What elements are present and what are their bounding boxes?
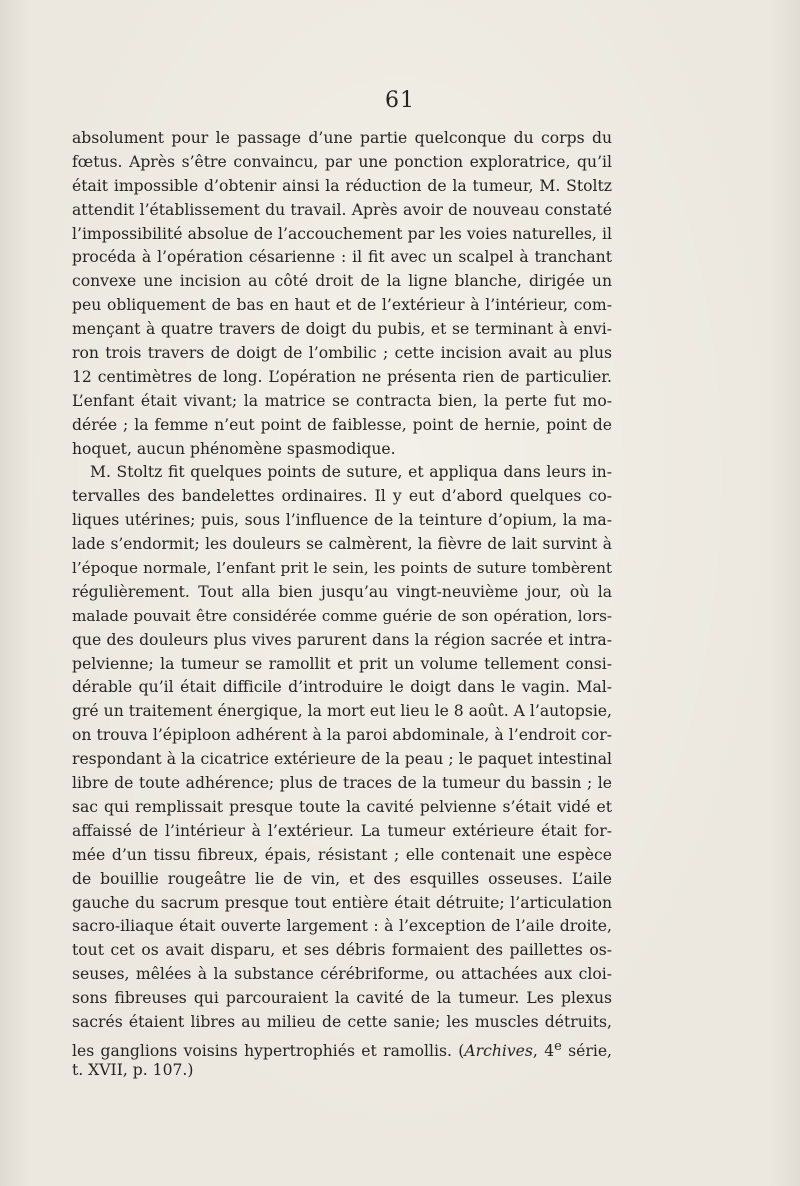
- text-line: l’époque normale, l’enfant prit le sein, les points de suture tombèrent: [72, 559, 612, 578]
- text-line: t. XVII, p. 107.): [72, 1060, 194, 1079]
- text-line: seuses, mêlées à la substance cérébriforme, ou attachées aux cloi-: [72, 965, 612, 984]
- text-line: gré un traitement énergique, la mort eut lieu le 8 août. A l’autopsie,: [72, 702, 612, 721]
- text-line: ron trois travers de doigt de l’ombilic ; cette incision avait au plus: [72, 344, 612, 363]
- text-line: régulièrement. Tout alla bien jusqu’au vingt-neuvième jour, où la: [72, 582, 612, 601]
- page-number: 61: [385, 88, 415, 113]
- series-superscript: e: [554, 1038, 562, 1054]
- text-line: que des douleurs plus vives parurent dans la région sacrée et intra-: [72, 630, 612, 649]
- text-line: sac qui remplissait presque toute la cavité pelvienne s’était vidé et: [72, 797, 612, 816]
- series-number: 4: [544, 1042, 555, 1061]
- text-line: affaissé de l’intérieur à l’extérieur. La tumeur extérieure était for-: [72, 821, 612, 840]
- text-line: était impossible d’obtenir ainsi la réduction de la tumeur, M. Stoltz: [72, 176, 612, 195]
- text-line: on trouva l’épiploon adhérent à la paroi abdominale, à l’endroit cor-: [72, 726, 612, 745]
- series-word: série,: [568, 1042, 612, 1061]
- body-text: [72, 127, 612, 1083]
- text-line: sons fibreuses qui parcouraient la cavité de la tumeur. Les plexus: [72, 989, 612, 1008]
- text-line: de bouillie rougeâtre lie de vin, et des esquilles osseuses. L’aile: [72, 869, 612, 888]
- text-line: respondant à la cicatrice extérieure de la peau ; le paquet intestinal: [72, 750, 612, 769]
- text-line: absolument pour le passage d’une partie quelconque du corps du: [72, 129, 612, 147]
- text-line: procéda à l’opération césarienne : il fit avec un scalpel à tranchant: [72, 248, 612, 267]
- text-line: libre de toute adhérence; plus de traces de la tumeur du bassin ; le: [72, 774, 612, 793]
- text-line: sacro-iliaque était ouverte largement : à l’exception de l’aile droite,: [72, 917, 612, 936]
- text-line: M. Stoltz fit quelques points de suture, et appliqua dans leurs in-: [90, 463, 612, 482]
- text-line: tout cet os avait disparu, et ses débris formaient des paillettes os-: [72, 941, 612, 960]
- text-line: dérable qu’il était difficile d’introduire le doigt dans le vagin. Mal-: [72, 678, 612, 697]
- journal-title: Archives: [464, 1042, 533, 1061]
- text-line: 12 centimètres de long. L’opération ne présenta rien de particulier.: [72, 367, 612, 386]
- text-line: tervalles des bandelettes ordinaires. Il y eut d’abord quelques co-: [72, 487, 612, 506]
- text-line: l’impossibilité absolue de l’accouchement par les voies naturelles, il: [72, 224, 612, 243]
- text-line: fœtus. Après s’être convaincu, par une ponction exploratrice, qu’il: [72, 152, 612, 171]
- text-line: peu obliquement de bas en haut et de l’extérieur à l’intérieur, com-: [72, 296, 612, 315]
- text-line: malade pouvait être considérée comme guérie de son opération, lors-: [72, 606, 612, 625]
- text-line: dérée ; la femme n’eut point de faiblesse, point de hernie, point de: [72, 415, 612, 434]
- text-line: L’enfant était vivant; la matrice se contracta bien, la perte fut mo-: [72, 391, 612, 410]
- text-line: liques utérines; puis, sous l’influence de la teinture d’opium, la ma-: [72, 511, 612, 530]
- citation-line: les ganglions voisins hypertrophiés et ramollis. (Archives, 4e série,: [72, 1038, 612, 1061]
- text-line: gauche du sacrum presque tout entière était détruite; l’articulation: [72, 893, 612, 912]
- text-line: lade s’endormit; les douleurs se calmèrent, la fièvre de lait survint à: [72, 535, 612, 554]
- text-line: attendit l’établissement du travail. Après avoir de nouveau constaté: [72, 200, 612, 219]
- text-line: mée d’un tissu fibreux, épais, résistant ; elle contenait une espèce: [72, 845, 612, 864]
- text-fragment: les ganglions voisins hypertrophiés et ramollis. (: [72, 1042, 465, 1061]
- text-line: sacrés étaient libres au milieu de cette sanie; les muscles détruits,: [72, 1012, 612, 1031]
- text-line: hoquet, aucun phénomène spasmodique.: [72, 439, 396, 458]
- text-line: convexe une incision au côté droit de la ligne blanche, dirigée un: [72, 272, 612, 291]
- text-line: mençant à quatre travers de doigt du pubis, et se terminant à envi-: [72, 320, 612, 339]
- text-line: pelvienne; la tumeur se ramollit et prit un volume tellement consi-: [72, 654, 612, 673]
